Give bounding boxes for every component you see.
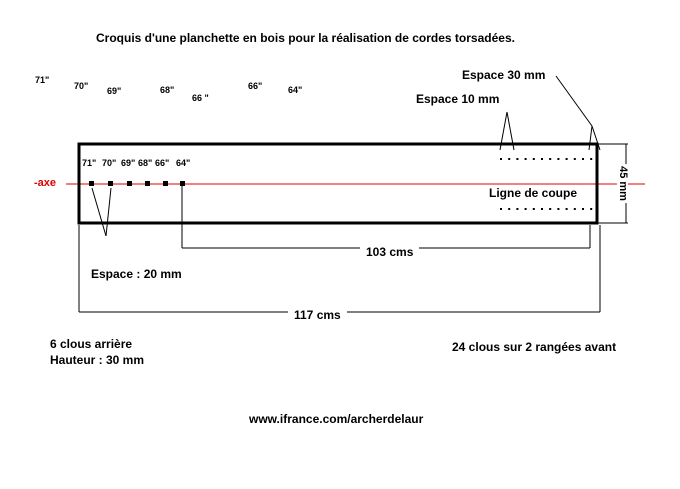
espace-20-label: Espace : 20 mm [91, 267, 182, 281]
inside-height-70: 70" [102, 158, 117, 168]
rear-nails-note: 6 clous arrière [50, 337, 133, 351]
espace-20-leader [92, 188, 111, 236]
height-label-70: 70" [74, 81, 89, 91]
website-url: www.ifrance.com/archerdelaur [249, 412, 424, 426]
front-nail [533, 158, 535, 160]
rear-height-note: Hauteur : 30 mm [50, 353, 145, 367]
inside-height-66: 66" [155, 158, 170, 168]
espace-30-label: Espace 30 mm [462, 68, 546, 82]
front-nail [557, 158, 559, 160]
height-label-64: 64" [288, 85, 303, 95]
front-nail [508, 208, 510, 210]
front-nail [582, 208, 584, 210]
front-nails-note: 24 clous sur 2 rangées avant [452, 340, 617, 354]
inside-height-68: 68" [138, 158, 153, 168]
axis-label: -axe [34, 177, 57, 189]
height-label-66a: 66 " [192, 93, 209, 103]
ligne-de-coupe-label: Ligne de coupe [489, 186, 578, 200]
inside-height-71: 71" [82, 158, 97, 168]
dimension-117-label: 117 cms [288, 309, 347, 321]
front-nail [566, 158, 568, 160]
front-nail [590, 158, 592, 160]
front-nail [516, 208, 518, 210]
front-nail [582, 158, 584, 160]
front-nail [508, 158, 510, 160]
front-nail [549, 158, 551, 160]
espace-10-label: Espace 10 mm [416, 92, 500, 106]
front-nail [525, 158, 527, 160]
height-label-71: 71" [35, 75, 50, 85]
height-dimension-label: 45 mm [616, 166, 629, 201]
front-nail [549, 208, 551, 210]
front-nail [533, 208, 535, 210]
front-nail [574, 208, 576, 210]
front-nail [566, 208, 568, 210]
height-label-68: 68" [160, 85, 175, 95]
front-nail [574, 158, 576, 160]
height-label-66b: 66" [248, 81, 263, 91]
front-nail [500, 208, 502, 210]
front-nail [541, 208, 543, 210]
front-nail [516, 158, 518, 160]
front-nail [500, 158, 502, 160]
diagram-title: Croquis d'une planchette en bois pour la réalisation de cordes torsadées. [96, 31, 515, 45]
inside-height-69: 69" [121, 158, 136, 168]
front-nail [541, 158, 543, 160]
dimension-103-label: 103 cms [360, 246, 419, 258]
front-nail [590, 208, 592, 210]
front-nail [525, 208, 527, 210]
height-label-69: 69" [107, 86, 122, 96]
inside-height-64: 64" [176, 158, 191, 168]
espace-30-leader [556, 76, 600, 150]
front-nail [557, 208, 559, 210]
